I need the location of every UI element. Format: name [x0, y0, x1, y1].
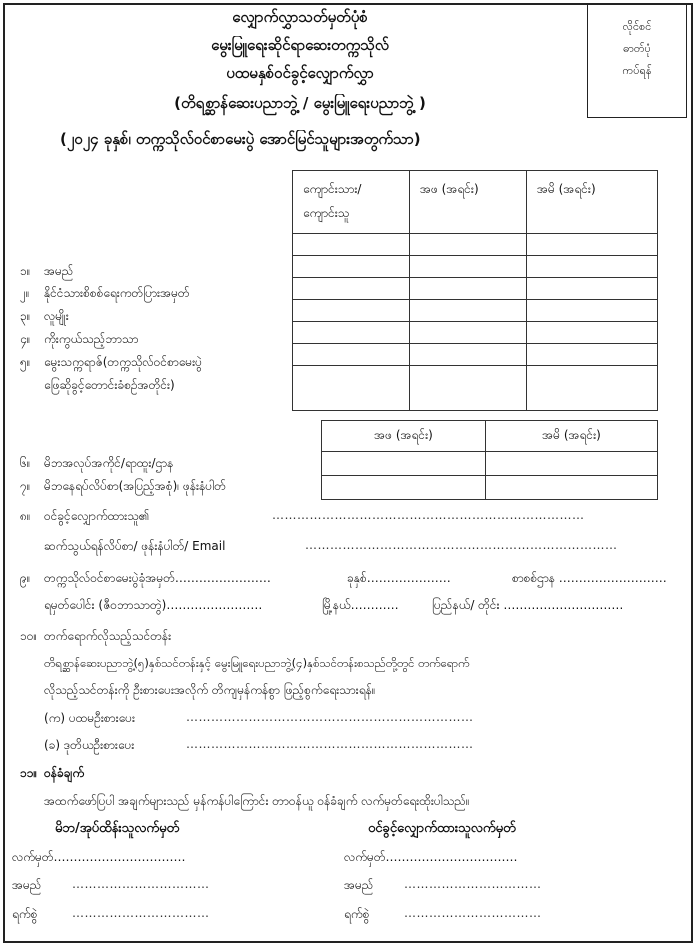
form-title-line2: မွေးမြူရေးဆိုင်ရာဆေးတက္ကသိုလ် [211, 36, 389, 54]
table2-cell[interactable] [486, 452, 658, 476]
table1-cell[interactable] [293, 278, 410, 300]
table1-cell[interactable] [527, 366, 658, 411]
parent-date-label: ရက်စွဲ [12, 907, 38, 921]
table1-cell[interactable] [410, 234, 527, 256]
parent-name-dots[interactable]: …………………………… [72, 877, 210, 891]
table1-cell[interactable] [293, 366, 410, 411]
table1-header-mother: အမိ (အရင်း) [527, 171, 658, 234]
table2-cell[interactable] [322, 452, 486, 476]
photo-box-text1: လိုင်စင် [622, 20, 652, 33]
field-exam-year[interactable]: ခုနှစ်………………… [347, 571, 451, 585]
table2-cell[interactable] [322, 476, 486, 500]
applicant-signature-line[interactable]: လက်မှတ်…………………………… [344, 850, 518, 864]
table1-header-student: ကျောင်းသား/ ကျောင်းသူ [293, 171, 410, 234]
second-priority-label: (ခ) ဒုတိယဦးစားပေး [44, 738, 135, 752]
table1-cell[interactable] [293, 344, 410, 366]
personal-info-table [292, 170, 658, 411]
course-instruction-line1: တိရစ္ဆာန်ဆေးပညာဘွဲ့(၅)နှစ်သင်တန်းနှင့် မွေးမြူရေးပညာဘွဲ့(၄)နှစ်သင်တန်းစသည်တို့တွင် တက်ရောက် [44, 656, 470, 670]
field-exam-center[interactable]: စာစစ်ဌာန ……………………… [512, 571, 667, 585]
table1-cell[interactable] [527, 256, 658, 278]
form-title-line4: (တိရစ္ဆာန်ဆေးပညာဘွဲ့ / မွေးမြူရေးပညာဘွဲ့ ) [174, 94, 426, 112]
table1-cell[interactable] [410, 256, 527, 278]
form-title-line1: လျှောက်လွှာသတ်မှတ်ပုံစံ [232, 8, 368, 26]
table2-cell[interactable] [486, 476, 658, 500]
field-religion: ၄။ ကိုးကွယ်သည့်ဘာသာ [20, 332, 139, 346]
table1-cell[interactable] [527, 300, 658, 322]
table2-header-mother: အမိ (အရင်း) [486, 421, 658, 452]
field-nrc: ၂။ နိုင်ငံသားစိစစ်ရေးကတ်ပြားအမှတ် [20, 286, 190, 300]
field-total-marks[interactable]: ရမှတ်ပေါင်း (ဇီဝဘာသာတွဲ)…………………… [44, 598, 263, 612]
applicant-signature-title: ဝင်ခွင့်လျှောက်ထားသူလက်မှတ် [368, 821, 516, 836]
field-applicant: ၈။ ဝင်ခွင့်လျှောက်ထားသူ၏ [20, 509, 150, 523]
form-title-line3: ပထမနှစ်ဝင်ခွင့်လျှောက်လွှာ [226, 64, 374, 82]
table1-cell[interactable] [410, 366, 527, 411]
table1-cell[interactable] [527, 278, 658, 300]
field-declaration: ၁၁။ ဝန်ခံချက် [20, 766, 85, 780]
applicant-date-label: ရက်စွဲ [344, 907, 370, 921]
first-priority-label: (က) ပထမဦးစားပေး [44, 711, 136, 725]
table1-cell[interactable] [410, 300, 527, 322]
field-contact-label: ဆက်သွယ်ရန်လိပ်စာ/ ဖုန်းနံပါတ်/ Email [44, 539, 226, 553]
applicant-date-dots[interactable]: …………………………… [404, 906, 542, 920]
table1-cell[interactable] [293, 256, 410, 278]
table1-cell[interactable] [410, 322, 527, 344]
applicant-dots-line1[interactable]: ………………………………………………………………… [272, 508, 585, 522]
field-state-region[interactable]: ပြည်နယ်/ တိုင်း ………………………… [432, 598, 624, 612]
declaration-text: အထက်ဖော်ပြပါ အချက်များသည် မှန်ကန်ပါကြောင်း တာဝန်ယူ ဝန်ခံချက် လက်မှတ်ရေးထိုးပါသည်။ [44, 794, 470, 808]
table1-cell[interactable] [410, 344, 527, 366]
photo-box[interactable] [587, 3, 687, 118]
field-parent-occupation: ၆။ မိဘအလုပ်အကိုင်/ရာထူး/ဌာန [20, 456, 174, 470]
table2-header-father: အဖ (အရင်း) [322, 421, 486, 452]
course-instruction-line2: လိုသည့်သင်တန်းကို ဦးစားပေးအလိုက် တိကျမှန်ကန်စွာ ဖြည့်စွက်ရေးသားရန်။ [44, 683, 376, 697]
table1-cell[interactable] [293, 322, 410, 344]
field-parent-address: ၇။ မိဘနေရပ်လိပ်စာ(အပြည့်အစုံ)၊ ဖုန်းနံပါတ် [20, 479, 226, 493]
parent-signature-title: မိဘ/အုပ်ထိန်းသူလက်မှတ် [55, 821, 180, 836]
field-dob-note: ဖြေဆိုခွင့်တောင်းခံစဉ်အတိုင်း) [44, 378, 175, 392]
table1-cell[interactable] [527, 344, 658, 366]
first-priority-dots[interactable]: …………………………………………………………… [186, 710, 474, 724]
parent-date-dots[interactable]: …………………………… [72, 906, 210, 920]
field-course-choice: ၁၀။ တက်ရောက်လိုသည့်သင်တန်း [20, 629, 172, 643]
table1-cell[interactable] [410, 278, 527, 300]
table1-cell[interactable] [527, 322, 658, 344]
table1-cell[interactable] [293, 234, 410, 256]
table1-cell[interactable] [293, 300, 410, 322]
applicant-name-label: အမည် [344, 878, 374, 892]
contact-dots-line[interactable]: ………………………………………………………………… [305, 538, 618, 552]
table1-header-father: အဖ (အရင်း) [410, 171, 527, 234]
parent-name-label: အမည် [12, 878, 42, 892]
field-ethnicity: ၃။ လူမျိုး [20, 309, 69, 323]
table1-cell[interactable] [527, 234, 658, 256]
applicant-name-dots[interactable]: …………………………… [404, 877, 542, 891]
second-priority-dots[interactable]: …………………………………………………………… [186, 737, 474, 751]
photo-box-text3: ကပ်ရန် [622, 64, 652, 77]
photo-box-text2: ဓာတ်ပုံ [623, 42, 651, 55]
field-dob: ၅။ မွေးသက္ကရာဇ်(တက္ကသိုလ်ဝင်စာမေးပွဲ [20, 355, 203, 369]
field-exam-roll: ၉။ တက္ကသိုလ်ဝင်စာမေးပွဲခုံအမှတ်…………………… [20, 571, 271, 585]
parents-info-table [321, 420, 658, 500]
field-township[interactable]: မြို့နယ်………… [322, 598, 399, 612]
field-name: ၁။ အမည် [20, 264, 74, 278]
form-title-line5: (၂၀၂၄ ခုနှစ်၊ တက္ကသိုလ်ဝင်စာမေးပွဲ အောင်မြင်သူများအတွက်သာ) [60, 130, 421, 148]
parent-signature-line[interactable]: လက်မှတ်…………………………… [12, 850, 186, 864]
